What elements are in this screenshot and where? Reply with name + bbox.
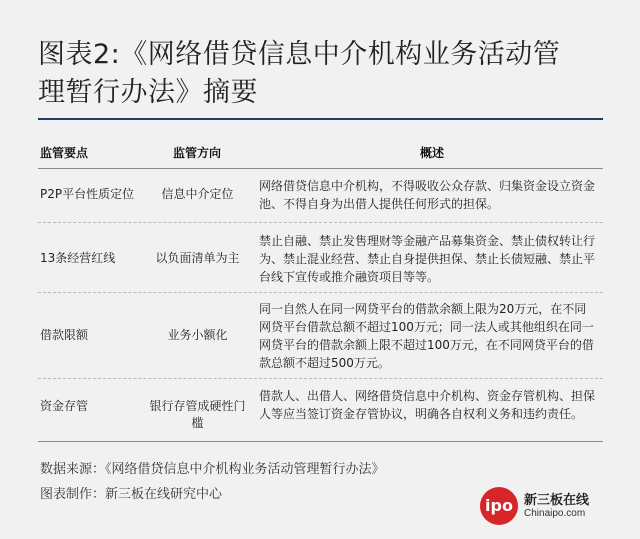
brand-logo xyxy=(480,487,620,527)
row-1-direction: 信息中介定位 xyxy=(161,187,234,201)
page-title xyxy=(38,36,608,112)
row-2-direction: 以负面清单为主 xyxy=(155,251,240,265)
row-divider xyxy=(38,292,603,293)
row-3-point: 借款限额 xyxy=(40,328,89,342)
row-divider xyxy=(38,378,603,379)
header-point: 监管要点 xyxy=(40,146,89,160)
row-2-summary-line: 台线下宣传或推介融资项目等等。 xyxy=(259,270,440,284)
row-1-point: P2P平台性质定位 xyxy=(40,187,135,201)
row-3-summary-line: 网贷平台的借款余额上限不超过100万元，在不同网贷平台的借 xyxy=(259,338,594,352)
header-direction: 监管方向 xyxy=(173,146,222,160)
row-3-summary-line: 款总额不超过500万元。 xyxy=(259,356,390,370)
row-2-summary-line: 禁止自融、禁止发售理财等金融产品募集资金、禁止债权转让行 xyxy=(259,234,596,248)
row-3-summary xyxy=(259,300,604,372)
header-divider xyxy=(38,168,603,169)
row-3-summary-line: 网贷平台借款总额不超过100万元；同一法人或其他组织在同一 xyxy=(259,320,594,334)
data-source: 数据来源：《网络借贷信息中介机构业务活动管理暂行办法》 xyxy=(40,462,385,477)
row-3-summary-line: 同一自然人在同一网贷平台的借款余额上限为20万元，在不同 xyxy=(259,302,587,316)
ipo-logo-icon: ipo xyxy=(480,487,518,525)
row-4-summary-line: 借款人、出借人、网络借贷信息中介机构、资金存管机构、担保 xyxy=(259,389,596,403)
logo-name: 新三板在线 xyxy=(524,493,590,508)
row-4-summary-line: 人等应当签订资金存管协议，明确各自权利义务和违约责任。 xyxy=(259,407,584,421)
row-2-summary xyxy=(259,232,604,286)
logo-domain: Chinaipo.com xyxy=(524,508,586,519)
row-1-summary-line: 网络借贷信息中介机构，不得吸收公众存款、归集资金设立资金 xyxy=(259,179,596,193)
row-3-direction: 业务小额化 xyxy=(167,328,228,342)
row-2-point: 13条经营红线 xyxy=(40,251,116,265)
row-4-point: 资金存管 xyxy=(40,399,89,413)
title-divider xyxy=(38,118,603,120)
title-line-2: 理暂行办法》摘要 xyxy=(38,77,258,108)
row-4-direction: 银行存管成硬性门槛 xyxy=(149,399,246,430)
row-4-summary xyxy=(259,387,604,423)
row-2-summary-line: 为、禁止混业经营、禁止自身提供担保、禁止长债短融、禁止平 xyxy=(259,252,596,266)
chart-maker: 图表制作：新三板在线研究中心 xyxy=(40,487,223,502)
row-1-summary xyxy=(259,177,604,213)
title-line-1: 图表2:《网络借贷信息中介机构业务活动管 xyxy=(38,39,561,70)
header-summary: 概述 xyxy=(420,146,445,160)
row-divider xyxy=(38,222,603,223)
table-bottom-rule xyxy=(38,441,603,442)
row-1-summary-line: 池、不得自身为出借人提供任何形式的担保。 xyxy=(259,197,500,211)
